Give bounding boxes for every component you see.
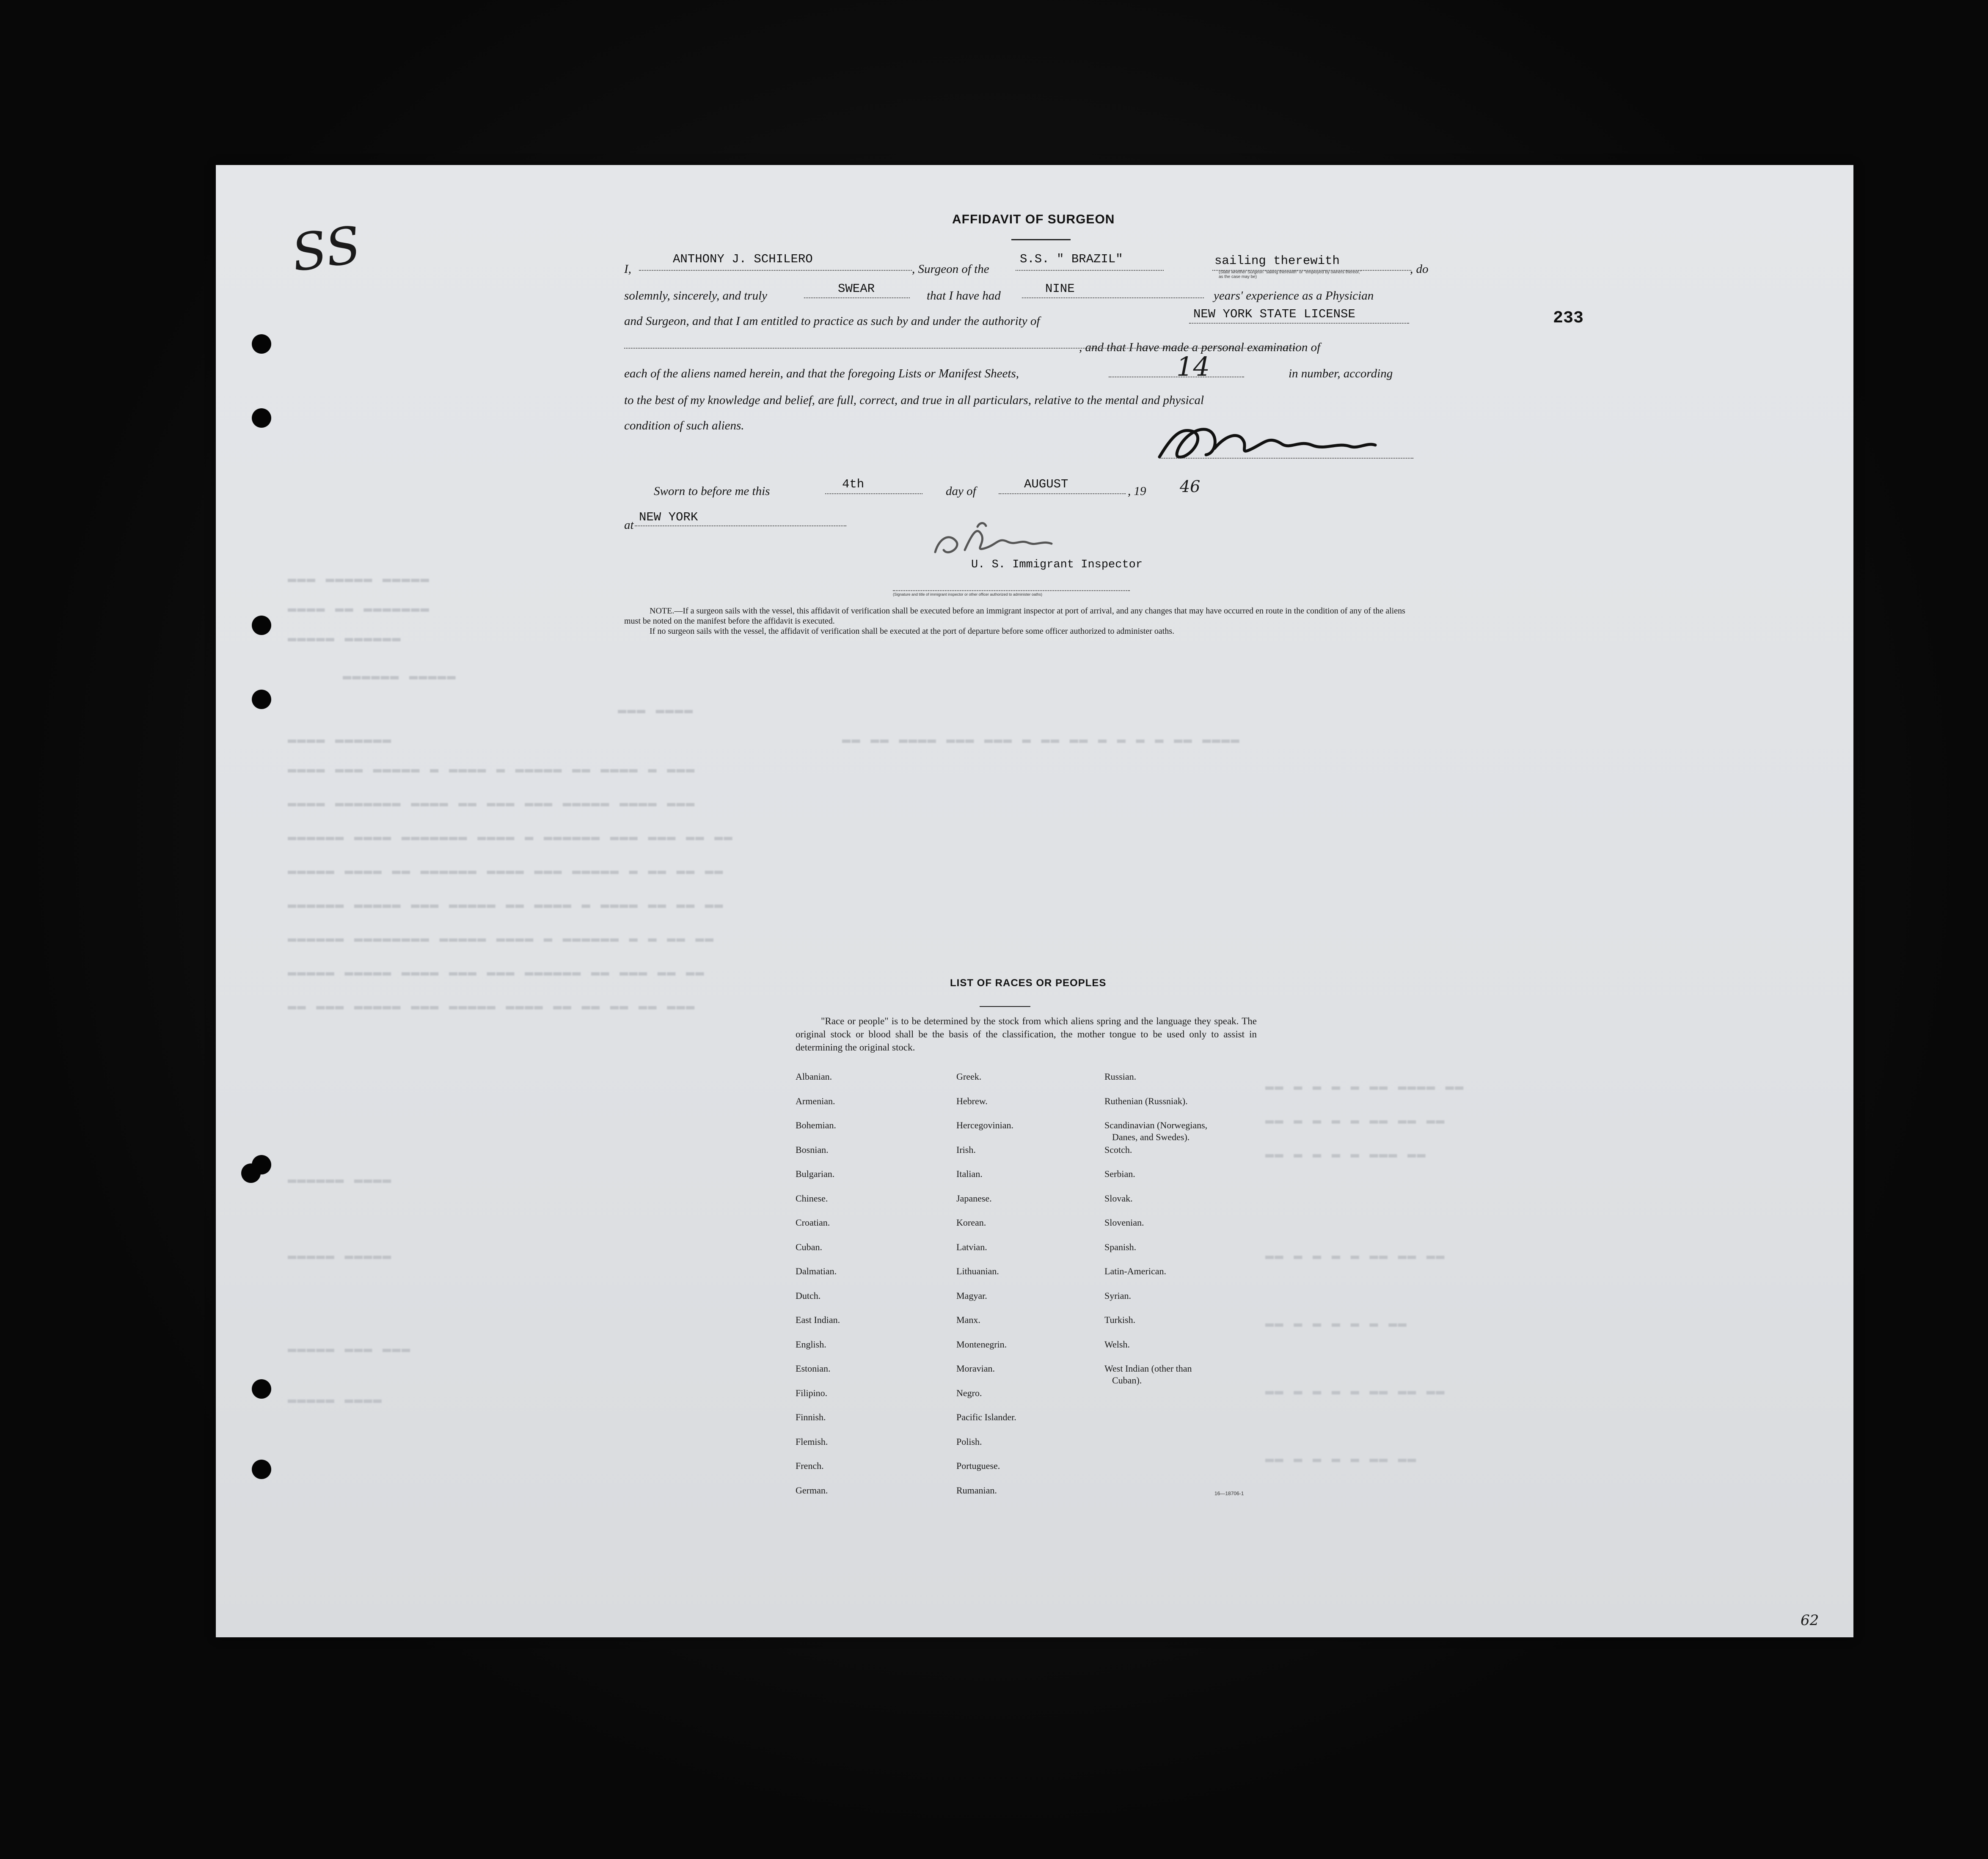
race-entry: Bohemian. — [796, 1120, 836, 1130]
race-entry: Bosnian. — [796, 1144, 829, 1155]
race-entry: Danes, and Swedes). — [1112, 1132, 1190, 1142]
years-experience: NINE — [1045, 282, 1075, 296]
binder-hole — [252, 690, 271, 709]
text-at: at — [624, 518, 634, 532]
race-entry: Greek. — [956, 1071, 982, 1082]
text-solemnly: solemnly, sincerely, and truly — [624, 289, 768, 302]
text-knowledge: to the best of my knowledge and belief, are full, correct, and true in all particulars, relative to the mental and physical — [624, 393, 1204, 407]
race-entry: Slovak. — [1104, 1193, 1133, 1204]
text-each-alien: each of the aliens named herein, and that the foregoing Lists or Manifest Sheets, — [624, 367, 1019, 380]
race-entry: Turkish. — [1104, 1314, 1136, 1325]
sheets-count: 14 — [1176, 351, 1210, 382]
race-entry: Filipino. — [796, 1387, 828, 1398]
race-entry: Dutch. — [796, 1290, 821, 1301]
race-entry: Syrian. — [1104, 1290, 1131, 1301]
title-underline — [1011, 239, 1071, 240]
race-entry: German. — [796, 1485, 828, 1496]
sworn-month: AUGUST — [1024, 477, 1068, 491]
sworn-place: NEW YORK — [639, 510, 698, 524]
race-entry: Dalmatian. — [796, 1266, 837, 1276]
race-entry: Moravian. — [956, 1363, 995, 1374]
race-entry: Armenian. — [796, 1095, 835, 1106]
race-entry: Montenegrin. — [956, 1339, 1007, 1350]
handwritten-corner-mark: SS — [288, 215, 365, 283]
race-entry: Hercegovinian. — [956, 1120, 1013, 1130]
authority: NEW YORK STATE LICENSE — [1193, 307, 1355, 321]
sheet-number: 233 — [1553, 309, 1584, 328]
race-entry: Pacific Islander. — [956, 1412, 1016, 1422]
race-entry: Lithuanian. — [956, 1266, 999, 1276]
note-surgeon-sails: NOTE.—If a surgeon sails with the vessel, this affidavit of verification shall be executed before an immigrant inspector at port of arrival, and any changes that may have occurred en route in the condition of any of the aliens must be noted on the manifest before the affidavit is executed. — [624, 606, 1405, 626]
race-entry: Polish. — [956, 1436, 982, 1447]
race-entry: Scandinavian (Norwegians, — [1104, 1120, 1208, 1130]
text-in-number: in number, according — [1289, 367, 1393, 380]
race-entry: Serbian. — [1104, 1169, 1135, 1179]
race-entry: Cuban. — [796, 1241, 822, 1252]
race-entry: Welsh. — [1104, 1339, 1130, 1350]
text-and-surgeon: and Surgeon, and that I am entitled to practice as such by and under the authority of — [624, 314, 1040, 328]
race-entry: Japanese. — [956, 1193, 992, 1204]
race-entry: Croatian. — [796, 1217, 830, 1228]
vessel-name: S.S. " BRAZIL" — [1020, 252, 1123, 266]
race-entry: Spanish. — [1104, 1241, 1137, 1252]
affidavit-title: AFFIDAVIT OF SURGEON — [952, 212, 1115, 226]
binder-hole — [252, 1460, 271, 1479]
text-do: , do — [1410, 262, 1429, 276]
race-entry: Finnish. — [796, 1412, 826, 1422]
races-title-underline — [980, 1006, 1030, 1007]
text-day-of: day of — [946, 484, 976, 498]
race-entry: Cuban). — [1112, 1375, 1142, 1386]
race-entry: Bulgarian. — [796, 1169, 835, 1179]
race-entry: East Indian. — [796, 1314, 840, 1325]
text-years-experience: years' experience as a Physician — [1214, 289, 1374, 302]
text-year-prefix: , 19 — [1128, 484, 1146, 498]
race-entry: French. — [796, 1460, 824, 1471]
race-entry: Korean. — [956, 1217, 986, 1228]
race-entry: Negro. — [956, 1387, 982, 1398]
bottom-right-mark: 62 — [1801, 1612, 1819, 1629]
inspector-title: U. S. Immigrant Inspector — [971, 558, 1143, 571]
race-entry: Latin-American. — [1104, 1266, 1166, 1276]
race-entry: Rumanian. — [956, 1485, 997, 1496]
text-sworn: Sworn to before me this — [654, 484, 770, 498]
race-entry: Portuguese. — [956, 1460, 1000, 1471]
sworn-year-suffix: 46 — [1180, 477, 1201, 496]
race-entry: English. — [796, 1339, 826, 1350]
binder-hole — [252, 334, 271, 354]
race-entry: Manx. — [956, 1314, 980, 1325]
race-entry: Irish. — [956, 1144, 976, 1155]
race-entry: Italian. — [956, 1169, 983, 1179]
race-entry: Hebrew. — [956, 1095, 988, 1106]
oath-word: SWEAR — [838, 282, 875, 296]
races-title: LIST OF RACES OR PEOPLES — [950, 977, 1107, 989]
text-i-have-had: that I have had — [927, 289, 1001, 302]
race-entry: Chinese. — [796, 1193, 828, 1204]
race-entry: West Indian (other than — [1104, 1363, 1192, 1374]
races-intro: "Race or people" is to be determined by the stock from which aliens spring and the language they speak. The original stock or blood shall be the basis of the classification, the mother tongue to be used only to assist in determining the original stock. — [796, 1016, 1257, 1053]
race-entry: Magyar. — [956, 1290, 987, 1301]
race-entry: Scotch. — [1104, 1144, 1132, 1155]
manifest-sheet: ▬▬▬ ▬▬▬▬▬ ▬▬▬▬▬ ▬▬▬▬ ▬▬ ▬▬▬▬▬▬▬ ▬▬▬▬▬ ▬▬▬▬▬▬ ▬▬▬▬▬▬ ▬▬▬▬▬ ▬▬▬ ▬▬▬▬ ▬▬ ▬▬ ▬▬▬▬ ▬▬▬ ▬▬▬ ▬ ▬▬ ▬▬ ▬ ▬ ▬ ▬ ▬▬ ▬▬▬▬ ▬▬▬▬ ▬▬▬▬▬▬ ▬▬▬▬ ▬▬▬ ▬▬▬▬▬ ▬ ▬▬▬▬ ▬ ▬▬▬▬▬ ▬▬ ▬▬▬▬ ▬ ▬▬▬ ▬▬▬▬ ▬▬▬▬▬▬▬ ▬▬▬▬ ▬▬ ▬▬▬ ▬▬▬ ▬▬▬▬▬ ▬▬▬▬ ▬▬▬ ▬▬▬▬▬▬ ▬▬▬▬ ▬▬▬▬▬▬▬ ▬▬▬▬ ▬ ▬▬▬▬▬▬ ▬▬▬ ▬▬▬ ▬▬ ▬▬ ▬▬▬▬▬ ▬▬▬▬ ▬▬ ▬▬▬▬▬▬ ▬▬▬▬ ▬▬▬ ▬▬▬▬▬ ▬ ▬▬ ▬▬ ▬▬ ▬▬▬▬▬▬ ▬▬▬▬▬ ▬▬▬ ▬▬▬▬▬ ▬▬ ▬▬▬▬ ▬ ▬▬▬▬ ▬▬ ▬▬ ▬▬ ▬▬▬▬▬▬ ▬▬▬▬▬▬▬▬ ▬▬▬▬▬ ▬▬▬▬ ▬ ▬▬▬▬▬▬ ▬ ▬ ▬▬ ▬▬ ▬▬▬▬▬ ▬▬▬▬▬ ▬▬▬▬ ▬▬▬ ▬▬▬ ▬▬▬▬▬▬ ▬▬ ▬▬▬ ▬▬ ▬▬ ▬▬ ▬▬▬ ▬▬▬▬▬ ▬▬▬ ▬▬▬▬▬ ▬▬▬▬ ▬▬ ▬▬ ▬▬ ▬▬ ▬▬▬ ▬▬ ▬ ▬ ▬ ▬ ▬▬ ▬▬▬▬ ▬▬ ▬▬ ▬ ▬ ▬ ▬ ▬▬ ▬▬ ▬▬ ▬▬ ▬ ▬ ▬ ▬ ▬▬▬ ▬▬ ▬▬ ▬ ▬ ▬ ▬ ▬▬ ▬▬ ▬▬ ▬▬ ▬ ▬ ▬ ▬ ▬ ▬▬ ▬▬ ▬ ▬ ▬ ▬ ▬▬ ▬▬ ▬▬ ▬▬ ▬ ▬ ▬ ▬ ▬▬ ▬▬ ▬▬▬▬▬▬ ▬▬▬▬ ▬▬▬▬▬ ▬▬▬▬▬ ▬▬▬▬▬ ▬▬▬ ▬▬▬ ▬▬▬▬▬ ▬▬▬▬ SS 233 AFFIDAVIT OF SURGEON I, ANTHONY J. SCHILERO , Surgeon of the S.S. " BRAZIL" sailing therewith (State whether Surgeon "sailing therewith" or "employed by owners thereof," as the case may be) , do solemnly, sincerely, and truly SWEAR that I have had NINE years' experience as a Physician and Surgeon, and that I am entitled to practice as such by and under the authority of NEW YORK STATE LICENSE , and that I have made a personal examination of each of the aliens named herein, and that the foregoing Lists or Manifest Sheets, 14 in number, according to the best of my knowledge and belief, are full, correct, and true in all particulars, relative to the mental and physical condition of such aliens. Sworn to before me this 4th day of AUGUST , 19 46 at NEW YORK U. S. Immigrant Inspector (Signature and title of immigrant inspector or other officer authorized to administer oaths) NOTE.—If a surgeon sails with the vessel, this affidavit of verification shall be executed before an immigrant inspector at port of arrival, and any changes that may have occurred en route in the condition of any of the aliens must be noted on the manifest before the affidavit is executed. If no surgeon sails with the vessel, the affidavit of verification shall be executed at the port of departure before some officer authorized to administer oaths. LIST OF RACES OR PEOPLES "Race or people" is to be determined by the stock from which aliens spring and the language they speak. The original stock or blood shall be the basis of the classification, the mother tongue to be used only to assist in determining the original stock. Albanian. Armenian. Bohemian. Bosnian. Bulgarian. Chinese. Croatian. Cuban. Dalmatian. Dutch. East Indian. English. Estonian. Filipino. Finnish. Flemish. French. German. Greek. Hebrew. Hercegovinian. Irish. Italian. Japanese. Korean. Latvian. Lithuanian. Magyar. Manx. Montenegrin. Moravian. Negro. Pacific Islander. Polish. Portuguese. Rumanian. Russian. Ruthenian (Russniak). Scandinavian (Norwegians, Danes, and Swedes). Scotch. Serbian. Slovak. Slovenian. Spanish. Latin-American. Syrian. Turkish. Welsh. West Indian (other than Cuban). 16—18706-1 62 — [216, 165, 1853, 1637]
text-condition: condition of such aliens. — [624, 419, 744, 432]
race-entry: Albanian. — [796, 1071, 832, 1082]
binder-hole — [241, 1163, 261, 1183]
race-entry: Slovenian. — [1104, 1217, 1144, 1228]
note-no-surgeon: If no surgeon sails with the vessel, the affidavit of verification shall be executed at the port of departure before some officer authorized to administer oaths. — [650, 627, 1175, 636]
race-entry: Ruthenian (Russniak). — [1104, 1095, 1188, 1106]
inspector-signature — [927, 518, 1062, 565]
text-i: I, — [624, 262, 631, 276]
text-surgeon-of: , Surgeon of the — [912, 262, 989, 276]
race-entry: Russian. — [1104, 1071, 1137, 1082]
surgeon-name: ANTHONY J. SCHILERO — [673, 252, 813, 266]
form-code: 16—18706-1 — [1214, 1490, 1244, 1496]
inspector-caption: (Signature and title of immigrant inspector or other officer authorized to administer oaths) — [893, 592, 1043, 597]
binder-hole — [252, 616, 271, 635]
binder-hole — [252, 408, 271, 428]
binder-hole — [252, 1379, 271, 1399]
race-entry: Estonian. — [796, 1363, 831, 1374]
race-entry: Latvian. — [956, 1241, 987, 1252]
status-note: (State whether Surgeon "sailing therewith" or "employed by owners thereof," as the case may be) — [1219, 270, 1362, 279]
sailing-status: sailing therewith — [1214, 254, 1340, 268]
sworn-day: 4th — [842, 477, 865, 491]
race-entry: Flemish. — [796, 1436, 828, 1447]
text-personal-exam: , and that I have made a personal examination of — [1079, 341, 1321, 354]
